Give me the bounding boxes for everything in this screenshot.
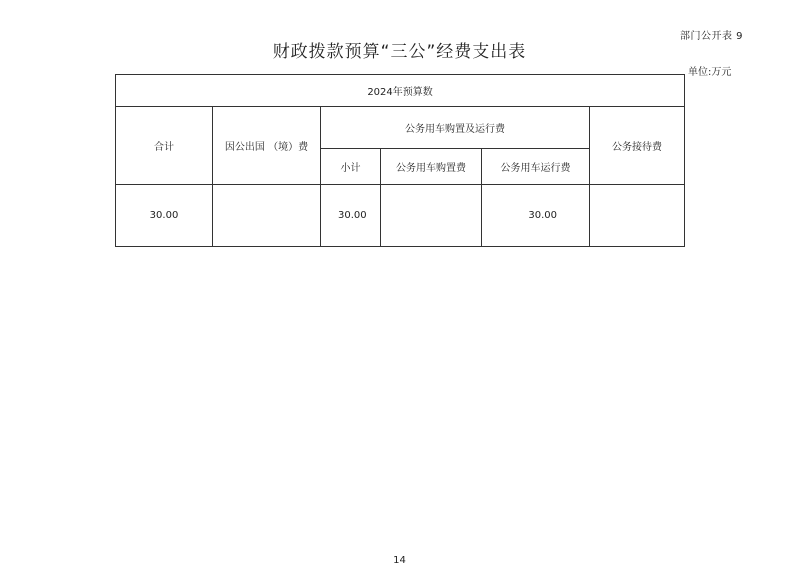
overseas-header: 因公出国 （境）费	[213, 107, 321, 185]
vehicle-operation-header: 公务用车运行费	[482, 149, 590, 185]
overseas-value	[213, 185, 321, 247]
vehicle-operation-value: 30.00	[482, 185, 590, 247]
reception-value	[590, 185, 685, 247]
page-title: 财政拨款预算“三公”经费支出表	[272, 42, 527, 62]
reception-header: 公务接待费	[590, 107, 685, 185]
budget-table	[115, 74, 685, 247]
year-header-cell: 2024年预算数	[116, 75, 685, 107]
vehicle-subtotal-header: 小计	[321, 149, 381, 185]
vehicle-subtotal-value: 30.00	[321, 185, 381, 247]
table-header-row	[116, 107, 685, 149]
table-header-row	[116, 75, 685, 107]
page-number: 14	[393, 555, 406, 566]
total-header: 合计	[116, 107, 213, 185]
vehicle-group-header: 公务用车购置及运行费	[321, 107, 590, 149]
form-number: 部门公开表 9	[680, 31, 744, 42]
table-row	[116, 185, 685, 247]
vehicle-purchase-value	[381, 185, 482, 247]
total-value: 30.00	[116, 185, 213, 247]
vehicle-purchase-header: 公务用车购置费	[381, 149, 482, 185]
unit-label: 单位:万元	[688, 67, 732, 78]
